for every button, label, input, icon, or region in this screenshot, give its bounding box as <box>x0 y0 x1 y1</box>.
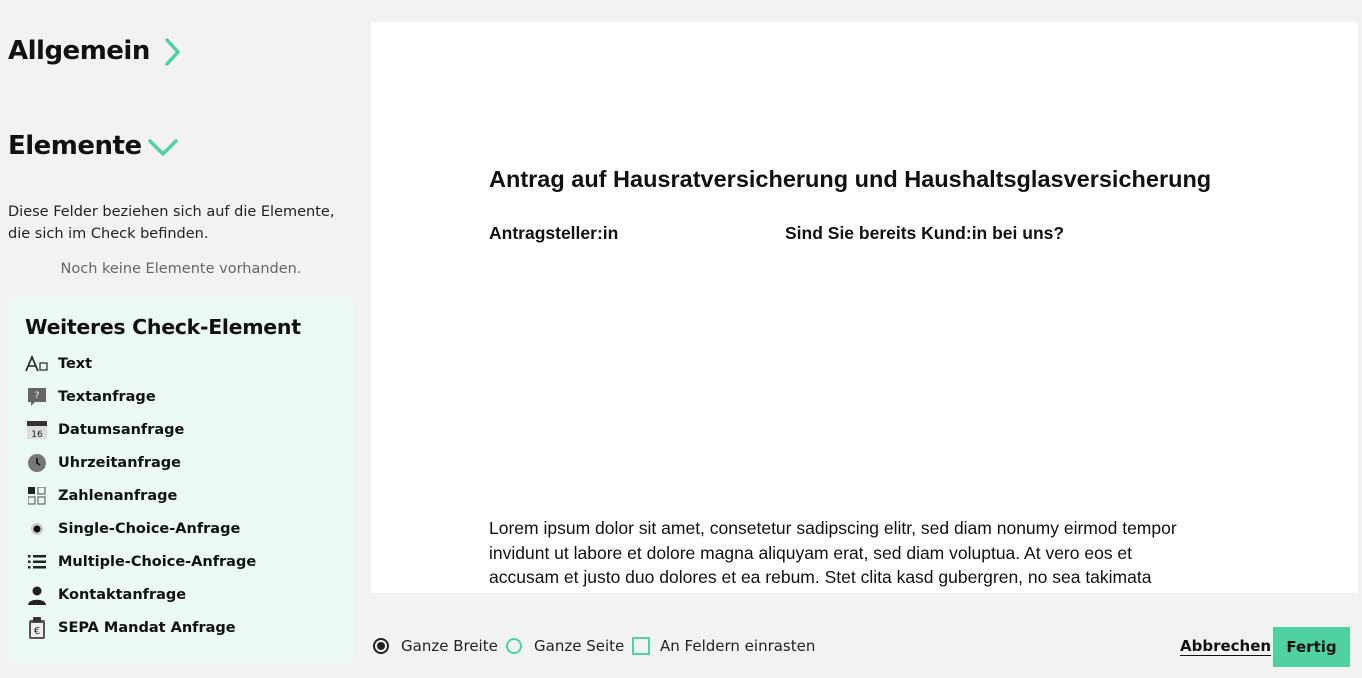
number-grid-icon <box>25 484 49 508</box>
list-icon <box>25 550 49 574</box>
sidebar <box>0 0 371 678</box>
svg-text:16: 16 <box>31 429 43 440</box>
person-icon <box>25 583 49 607</box>
check-element-label: Zahlenanfrage <box>58 487 178 504</box>
section-general-title: Allgemein <box>8 36 150 66</box>
check-element-label: Text <box>58 355 93 372</box>
option-full-page-label: Ganze Seite <box>534 637 625 655</box>
check-element-label: Single-Choice-Anfrage <box>58 520 241 537</box>
cancel-button[interactable]: Abbrechen <box>1180 637 1272 655</box>
card-title: Weiteres Check-Element <box>25 315 301 339</box>
document-body-line: invidunt ut labore et dolore magna aliquyam erat, sed diam voluptua. At vero eos et <box>489 542 1133 563</box>
elements-description: Diese Felder beziehen sich auf die Elemente, die sich im Check befinden. <box>8 204 335 242</box>
add-check-element-card <box>8 297 354 664</box>
check-element-list <box>25 347 345 644</box>
check-element-zahlenanfrage[interactable] <box>25 479 345 512</box>
question-box-icon <box>25 385 49 409</box>
check-element-label: Uhrzeitanfrage <box>58 454 181 471</box>
chevron-down-icon[interactable] <box>145 134 181 162</box>
check-element-label: Datumsanfrage <box>58 421 185 438</box>
option-snap-label: An Feldern einrasten <box>660 637 816 655</box>
euro-clipboard-icon <box>25 616 49 640</box>
section-elements-header[interactable] <box>8 131 142 161</box>
option-snap-to-fields[interactable] <box>632 637 815 655</box>
check-element-label: Kontaktanfrage <box>58 586 187 603</box>
option-full-page[interactable] <box>506 637 624 655</box>
checkbox-snap-to-fields[interactable] <box>632 637 650 655</box>
svg-text:€: € <box>33 625 41 637</box>
document-body-line: Lorem ipsum dolor sit amet, consetetur sadipscing elitr, sed diam nonumy eirmod tempor <box>489 518 1177 538</box>
text-icon <box>25 352 49 376</box>
radio-full-page[interactable] <box>506 638 522 654</box>
radio-icon <box>25 517 49 541</box>
document-title: Antrag auf Hausratversicherung und Haushaltsglasversicherung <box>489 166 1212 192</box>
check-element-kontaktanfrage[interactable] <box>25 578 345 611</box>
check-element-datumsanfrage[interactable] <box>25 413 345 446</box>
check-element-sepa[interactable] <box>25 611 345 644</box>
empty-elements-note: Noch keine Elemente vorhanden. <box>60 261 302 277</box>
check-element-uhrzeitanfrage[interactable] <box>25 446 345 479</box>
check-element-label: Multiple-Choice-Anfrage <box>58 553 257 570</box>
document-body-line: accusam et justo duo dolores et ea rebum. Stet clita kasd gubergren, no sea takimata <box>489 567 1152 587</box>
clock-icon <box>25 451 49 475</box>
check-element-single-choice[interactable] <box>25 512 345 545</box>
bottom-toolbar <box>371 593 1362 678</box>
check-element-textanfrage[interactable] <box>25 380 345 413</box>
svg-text:?: ? <box>34 390 40 401</box>
section-elements-title: Elemente <box>8 131 142 161</box>
option-full-width-label: Ganze Breite <box>401 637 498 655</box>
radio-full-width[interactable] <box>373 638 389 654</box>
option-full-width[interactable] <box>373 637 498 655</box>
check-element-label: SEPA Mandat Anfrage <box>58 619 236 636</box>
done-button[interactable]: Fertig <box>1273 627 1350 667</box>
chevron-right-icon[interactable] <box>160 34 186 70</box>
document-preview[interactable] <box>371 22 1358 593</box>
section-general-header[interactable] <box>8 36 150 66</box>
check-element-text[interactable] <box>25 347 345 380</box>
document-field-customer-question: Sind Sie bereits Kund:in bei uns? <box>785 223 1065 243</box>
calendar-icon <box>25 418 49 442</box>
document-field-applicant: Antragsteller:in <box>489 223 619 243</box>
document-body-text <box>489 516 1249 590</box>
check-element-label: Textanfrage <box>58 388 156 405</box>
check-element-multiple-choice[interactable] <box>25 545 345 578</box>
